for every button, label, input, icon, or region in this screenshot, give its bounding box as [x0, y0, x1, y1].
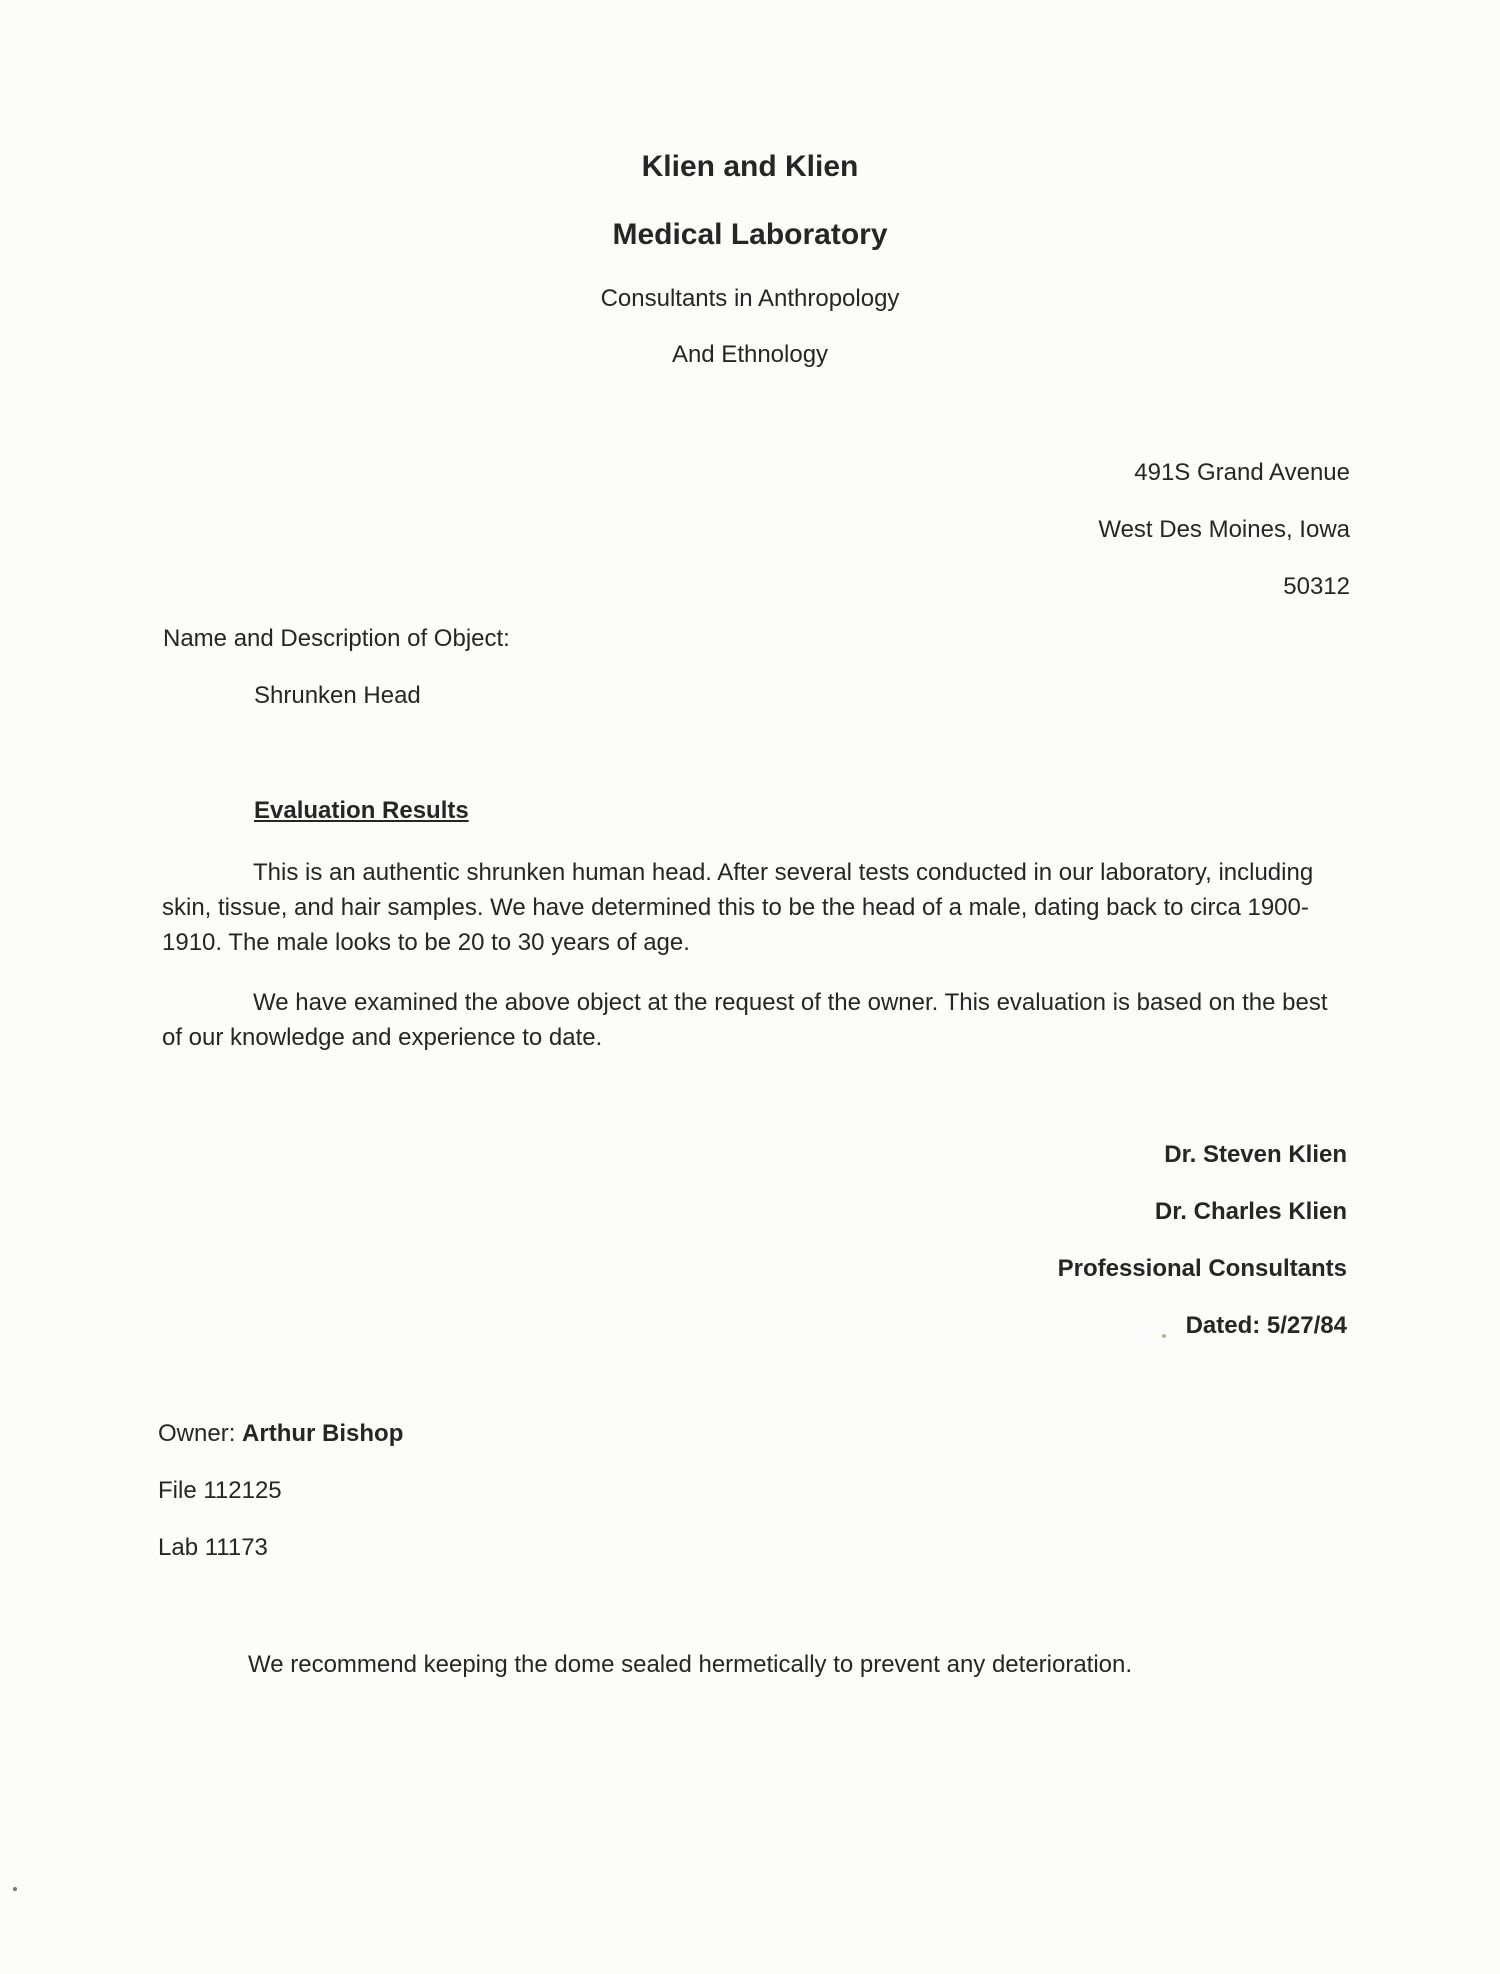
evaluation-paragraph-1: This is an authentic shrunken human head. After several tests conducted in our laboratory, including skin, tissue, and hair samples. We have determined this to be the head of a male, dating back to circa 1900-1910. The male looks to be 20 to 30 years of age. — [162, 859, 1314, 956]
lab-number: Lab 11173 — [158, 1534, 268, 1561]
company-name: Klien and Klien — [641, 150, 859, 183]
date-line: Dated: 5/27/84 — [1185, 1312, 1347, 1339]
owner-label: Owner: — [158, 1420, 236, 1447]
recommendation-note: We recommend keeping the dome sealed hermetically to prevent any deterioration. — [248, 1651, 1133, 1678]
laboratory-name: Medical Laboratory — [612, 218, 888, 251]
file-number: File 112125 — [158, 1477, 282, 1504]
object-label: Name and Description of Object: — [163, 625, 510, 652]
address-city-state: West Des Moines, Iowa — [1098, 516, 1350, 543]
object-value: Shrunken Head — [254, 682, 421, 709]
scan-speck — [13, 1887, 17, 1891]
tagline-line-1: Consultants in Anthropology — [600, 285, 900, 312]
signatory-title: Professional Consultants — [1057, 1255, 1347, 1282]
owner-name: Arthur Bishop — [242, 1420, 404, 1447]
evaluation-paragraph-2: We have examined the above object at the request of the owner. This evaluation is based on the best of our knowledge and experience to date. — [162, 989, 1328, 1051]
scan-speck — [1162, 1334, 1166, 1338]
signatory-2: Dr. Charles Klien — [1154, 1198, 1347, 1225]
evaluation-heading: Evaluation Results — [254, 797, 469, 824]
signatory-1: Dr. Steven Klien — [1164, 1141, 1347, 1168]
tagline-line-2: And Ethnology — [671, 341, 829, 368]
address-street: 491S Grand Avenue — [1134, 459, 1350, 486]
owner-line — [158, 1420, 403, 1448]
address-zip: 50312 — [1283, 573, 1350, 600]
